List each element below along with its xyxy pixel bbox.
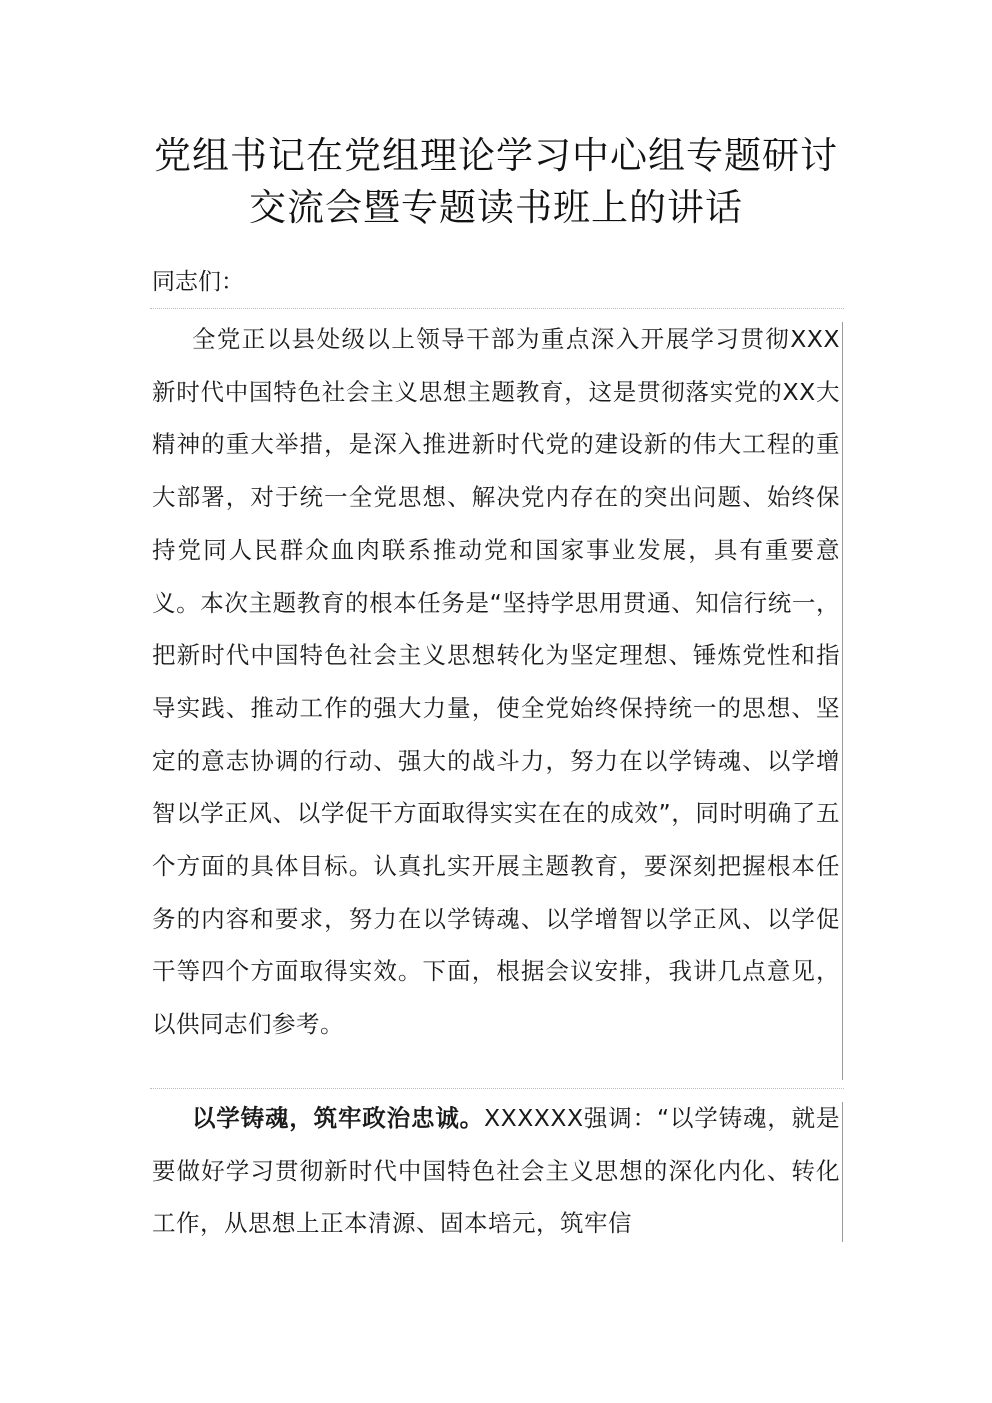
title-line-1: 党组书记在党组理论学习中心组专题研讨 (154, 134, 838, 177)
paragraph-divider (150, 308, 844, 309)
page-title (120, 130, 872, 234)
paragraph-divider (150, 1088, 844, 1089)
margin-line (842, 322, 843, 1080)
body-paragraph-1: 全党正以县处级以上领导干部为重点深入开展学习贯彻XXX新时代中国特色社会主义思想主题教育，这是贯彻落实党的XX大精神的重大举措，是深入推进新时代党的建设新的伟大工程的重大部署，对于统一全党思想、解决党内存在的突出问题、始终保持党同人民群众血肉联系推动党和国家事业发展，具有重要意义。本次主题教育的根本任务是“坚持学思用贯通、知信行统一，把新时代中国特色社会主义思想转化为坚定理想、锤炼党性和指导实践、推动工作的强大力量，使全党始终保持统一的思想、坚定的意志协调的行动、强大的战斗力，努力在以学铸魂、以学增智以学正风、以学促干方面取得实实在在的成效”，同时明确了五个方面的具体目标。认真扎实开展主题教育，要深刻把握根本任务的内容和要求，努力在以学铸魂、以学增智以学正风、以学促干等四个方面取得实效。下面，根据会议安排，我讲几点意见，以供同志们参考。 (152, 325, 840, 1039)
salutation: 同志们： (152, 269, 244, 295)
body-paragraph-2 (152, 1092, 840, 1250)
paragraph-body-text: XXXXXX强调：“以学铸魂，就是要做好学习贯彻新时代中国特色社会主义思想的深化内化、转化工作，从思想上正本清源、固本培元，筑牢信 (152, 1104, 840, 1238)
margin-line (842, 1102, 843, 1242)
title-line-2: 交流会暨专题读书班上的讲话 (249, 186, 743, 229)
paragraph-lead-heading: 以学铸魂，筑牢政治忠诚。 (191, 1104, 484, 1132)
